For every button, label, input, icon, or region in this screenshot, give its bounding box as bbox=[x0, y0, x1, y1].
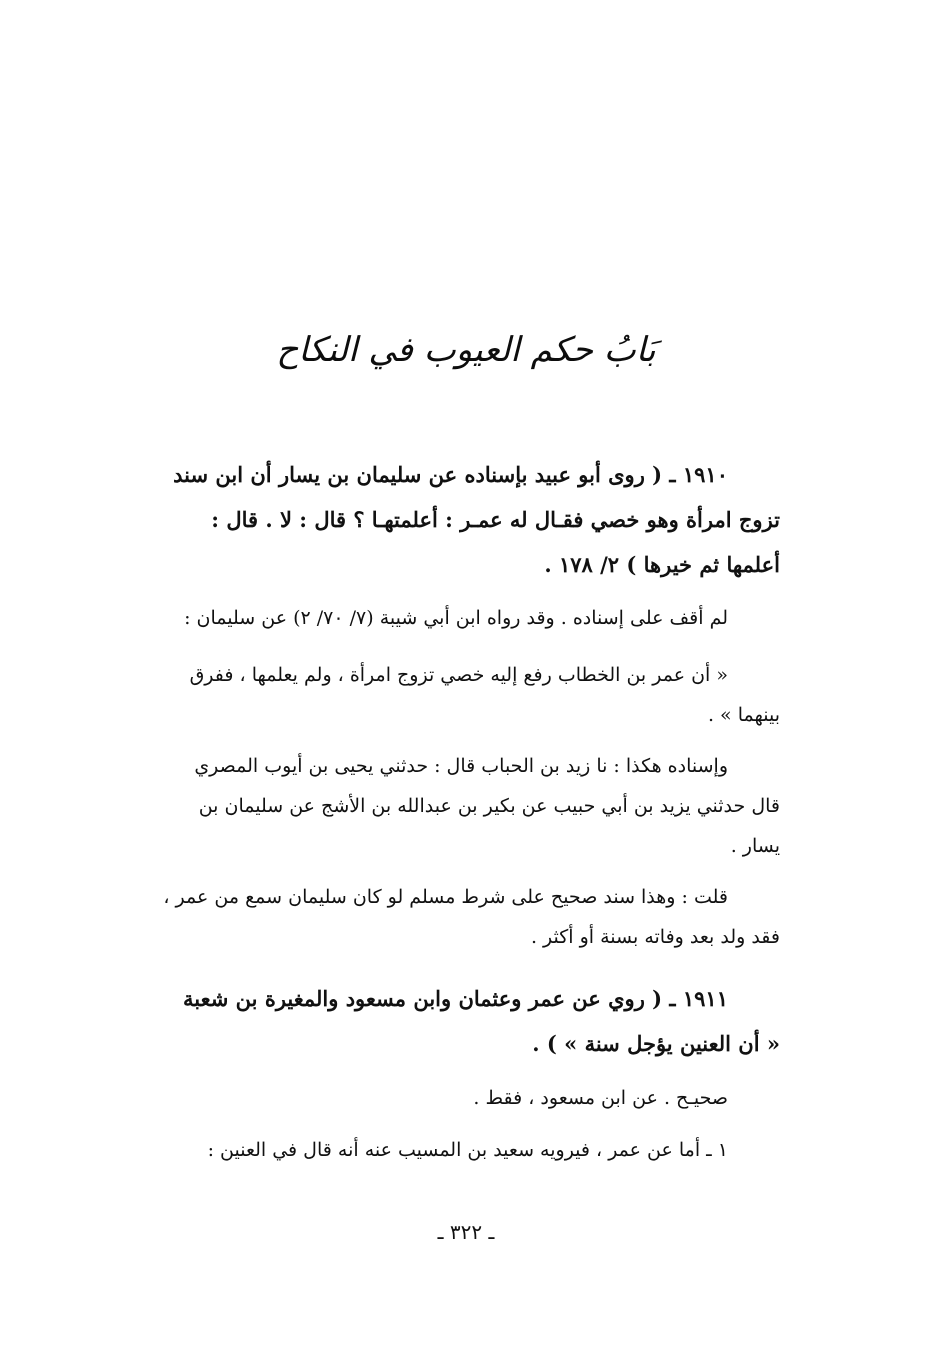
hadith-1910-line-3: أعلمها ثم خيرها ) ٢/ ١٧٨ . bbox=[544, 552, 780, 577]
hadith-1910-line-1: ١٩١٠ ـ ( روى أبو عبيد بإسناده عن سليمان بن يسار أن ابن سند bbox=[173, 462, 728, 487]
commentary-paragraph-1 bbox=[104, 598, 780, 638]
hadith-1911-line-1: ١٩١١ ـ ( روي عن عمر وعثمان وابن مسعود والمغيرة بن شعبة bbox=[183, 986, 728, 1011]
hadith-1910-line-2: تزوج امرأة وهو خصي فقـال له عمـر : أعلمتهـا ؟ قال : لا . قال : bbox=[211, 507, 780, 532]
commentary-1-line-1: لم أقف على إسناده . وقد رواه ابن أبي شيبة (٧/ ٧٠/ ٢) عن سليمان : bbox=[184, 607, 728, 629]
commentary-2-line-1: « أن عمر بن الخطاب رفع إليه خصي تزوج امرأة ، ولم يعلمها ، ففرق bbox=[189, 664, 728, 686]
chapter-title: بَابُ حكم العيوب في النكاح bbox=[276, 330, 656, 370]
commentary-paragraph-6 bbox=[104, 1130, 780, 1170]
commentary-paragraph-2 bbox=[104, 655, 780, 735]
commentary-paragraph-5 bbox=[104, 1078, 780, 1118]
hadith-1911 bbox=[104, 976, 780, 1066]
commentary-3-line-1: وإسناده هكذا : نا زيد بن الحباب قال : حدثني يحيى بن أيوب المصري bbox=[194, 755, 728, 777]
commentary-4-line-2: فقد ولد بعد وفاته بسنة أو أكثر . bbox=[530, 926, 780, 948]
commentary-paragraph-4 bbox=[104, 877, 780, 957]
hadith-1910 bbox=[104, 452, 780, 587]
commentary-3-line-3: يسار . bbox=[730, 835, 780, 857]
commentary-5-line-1: صحيـح . عن ابن مسعود ، فقط . bbox=[473, 1087, 728, 1109]
commentary-3-line-2: قال حدثني يزيد بن أبي حبيب عن بكير بن عبدالله بن الأشج عن سليمان بن bbox=[198, 795, 780, 817]
hadith-1911-line-2: « أن العنين يؤجل سنة » ) . bbox=[532, 1031, 780, 1056]
commentary-paragraph-3 bbox=[104, 746, 780, 866]
commentary-4-line-1: قلت : وهذا سند صحيح على شرط مسلم لو كان سليمان سمع من عمر ، bbox=[163, 886, 728, 908]
page-number: ـ ٣٢٢ ـ bbox=[437, 1220, 495, 1244]
commentary-2-line-2: بينهما » . bbox=[707, 704, 780, 726]
commentary-6-line-1: ١ ـ أما عن عمر ، فيرويه سعيد بن المسيب عنه أنه قال في العنين : bbox=[207, 1139, 728, 1161]
